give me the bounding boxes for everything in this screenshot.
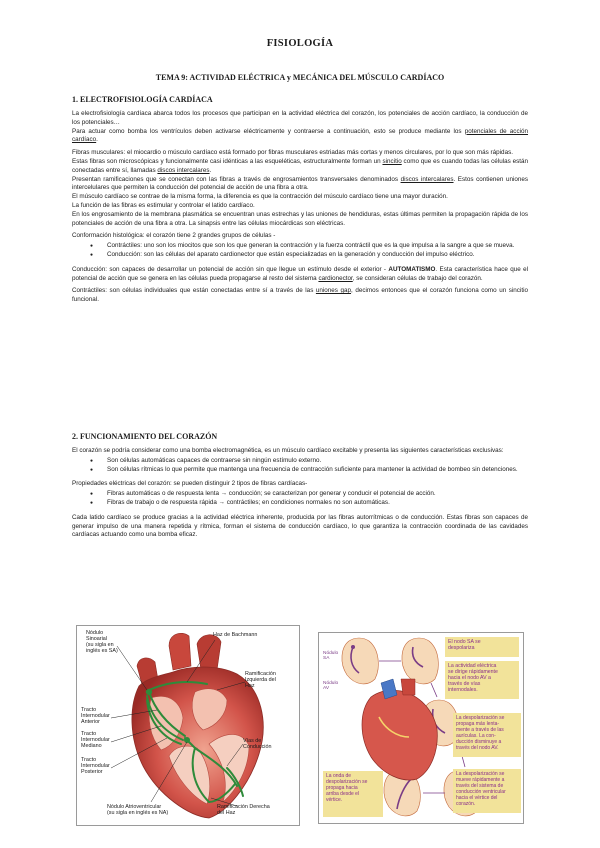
text-run: Para actuar como bomba los ventrículos deben activarse eléctricamente y contraerse a continuación, esto se produce mediante los	[72, 127, 465, 135]
section1-paragraph-6: El músculo cardíaco se contrae de la misma forma, la diferencia es que la contracción del músculo cardíaco tiene una mayor duración.	[72, 193, 448, 201]
vessel-red	[401, 679, 415, 695]
underlined-term: discos intercalares	[400, 175, 454, 183]
small-heart-2	[402, 638, 438, 684]
list-item: ● Fibras automáticas o de respuesta lenta → conducción; se caracterizan por generar y conducir el potencial de acción.	[72, 490, 528, 499]
section-electrofisiologia	[72, 95, 528, 305]
info-box-3: La despolarización se propaga más lenta- mente a través de las aurículas. La con- ducción disminuye a través del nodo AV.	[453, 713, 521, 757]
label-tracto-posterior: Tracto Internodular Posterior	[81, 757, 110, 775]
caracteristicas-list	[72, 457, 528, 475]
conformacion-heading: Conformación histológica: el corazón tiene 2 grandes grupos de células -	[72, 232, 276, 240]
text-run: como que es cuando todas las células están conectadas entre sí, llamadas	[72, 157, 528, 174]
section1-paragraph-7: La función de las fibras es estimular y controlar el latido cardíaco.	[72, 201, 255, 209]
info-box-5: La onda de despolarización se propaga hacia arriba desde el vértice.	[323, 771, 383, 817]
list-item: ● Fibras de trabajo o de respuesta rápida → contráctiles; en condiciones normales no son automáticas.	[72, 499, 528, 508]
aorta-shape	[169, 633, 191, 670]
text-run: Conducción: son capaces de desarrollar un potencial de acción sin que llegue un estímulo desde el exterior -	[72, 265, 389, 273]
info-box-4: La despolarización se mueve rápidamente a través del sistema de conducción ventricular hacia el vértice del corazón.	[453, 769, 521, 813]
underlined-term: potenciales de acción cardíaco	[72, 127, 529, 144]
conformacion-list	[72, 242, 528, 260]
bold-term: AUTOMATISMO	[388, 265, 436, 273]
section2-paragraph-2: Cada latido cardíaco se produce gracias a la actividad eléctrica inherente, producida por las fibras autorrítmicas o de conducción. Estas fibras son capaces de generar impulso de una manera repetida y rítmica, forman el sistema de conducción cardíaco, lo que garantiza la contracción coordinada de las cavidades cardíacas actuando como una bomba eficaz.	[72, 513, 528, 539]
section1-paragraph-8: En los engrosamiento de la membrana plasmática se encuentran unas estrechas y las uniones de hendiduras, estas últimas permiten la propagación rápida de los potenciales de acción de una fibra a otra. La sinapsis entre las células miocárdicas son eléctricas.	[72, 210, 528, 227]
section-funcionamiento	[72, 432, 528, 540]
contractiles-paragraph	[72, 287, 528, 305]
label-av-small: Nódulo AV	[323, 681, 339, 692]
underlined-term: cardionector	[318, 274, 353, 282]
vessel-shape	[197, 635, 221, 670]
list-item: ● Conducción: son las células del aparato cardionector que están especializadas en la generación y conducción del impulso eléctrico.	[72, 251, 528, 260]
text-run: Contráctiles: son células individuales que están conectadas entre sí a través de las	[72, 287, 316, 295]
section2-heading: 2. FUNCIONAMIENTO DEL CORAZÓN	[72, 432, 218, 441]
depolarization-figure	[318, 632, 524, 824]
underlined-term: uniones gap	[315, 287, 352, 295]
propiedades-heading: Propiedades eléctricas del corazón: se pueden distinguir 2 tipos de fibras cardíacas-	[72, 480, 308, 488]
propiedades-list	[72, 490, 528, 508]
section1-paragraph-5	[72, 176, 528, 194]
section1-paragraph-2	[72, 128, 528, 146]
section1-paragraph-3: Fibras musculares: el miocardio o músculo cardíaco está formado por fibras musculares estriadas más cortas y menos circulares, por lo que son más rápidas.	[72, 149, 513, 157]
label-tracto-anterior: Tracto Internodular Anterior	[81, 707, 110, 725]
text-run: . Esta característica hace que el potencial de acción que se genera en las células pueda propagarse al resto del sistema	[72, 265, 528, 282]
label-sa-node: Nódulo Sinoarial (su sigla en inglés es SA)	[86, 630, 118, 654]
section2-paragraph-1: El corazón se podría considerar como una bomba electromagnética, es un músculo cardíaco excitable y presenta las siguientes características exclusivas:	[72, 447, 504, 454]
list-item: ● Son células rítmicas lo que permite que mantenga una frecuencia de contracción suficiente para mantener la actividad de bombeo sin detenciones.	[72, 466, 528, 475]
label-tracto-medio: Tracto Internodular Mediano	[81, 731, 110, 749]
label-bachmann: Haz de Bachmann	[213, 632, 258, 638]
label-av-node: Nódulo Atrioventricular (su sigla en inglés es NA)	[107, 804, 169, 816]
small-heart-1	[342, 638, 378, 684]
section1-paragraph-1: La electrofisiología cardíaca abarca todos los procesos que participan en la actividad eléctrica del corazón, los potenciales de acción cardíaco, la conducción de los potenciales…	[72, 110, 528, 126]
conduccion-paragraph	[72, 266, 528, 284]
section1-paragraph-4	[72, 158, 528, 176]
text-run: .	[96, 136, 98, 144]
underlined-term: discos intercalares	[157, 166, 210, 174]
text-run: .	[209, 166, 212, 174]
document-title: FISIOLOGÍA	[266, 38, 334, 49]
info-box-1: El nodo SA se despolariza	[445, 637, 519, 657]
label-left-branch: Ramificación Izquierda del Haz	[245, 671, 276, 689]
document-subtitle: TEMA 9: ACTIVIDAD ELÉCTRICA y MECÁNICA DEL MÚSCULO CARDÍACO	[155, 73, 445, 82]
text-run: Estas fibras son microscópicas y funcionalmente casi idénticas a las esqueléticas, estructuralmente forman un	[72, 157, 383, 165]
list-item: ● Son células automáticas capaces de contraerse sin ningún estímulo externo.	[72, 457, 528, 466]
heart-conduction-diagram	[77, 626, 299, 825]
label-sa-small: Nódulo SA	[323, 651, 339, 662]
text-run: Presentan ramificaciones que se conectan con las fibras a través de engrosamientos transversales denominados	[72, 175, 401, 183]
heart-conduction-figure	[76, 625, 300, 826]
section1-heading: 1. ELECTROFISIOLOGÍA CARDÍACA	[72, 95, 213, 104]
underlined-term: sincitio	[382, 157, 402, 165]
text-run: , se consideran células de trabajo del corazón.	[352, 274, 483, 282]
label-vias-conduccion: Vías de Conducción	[243, 738, 272, 750]
info-box-2: La actividad eléctrica se dirige rápidamente hacia el nodo AV a través de vías internodales.	[445, 661, 519, 699]
label-right-branch: Ramificación Derecha del Haz	[217, 804, 270, 816]
list-item: ● Contráctiles: uno son los miocitos que son los que generan la contracción y la fuerza contráctil que es la que impulsa a la sangre a que se mueva.	[72, 242, 528, 251]
text-run: , decimos entonces que el corazón funciona como un sincitio funcional.	[72, 287, 528, 304]
text-run: . Estos contienen uniones intercelulares que permiten la conducción del potencial de acción de una fibra a otra.	[72, 175, 529, 192]
